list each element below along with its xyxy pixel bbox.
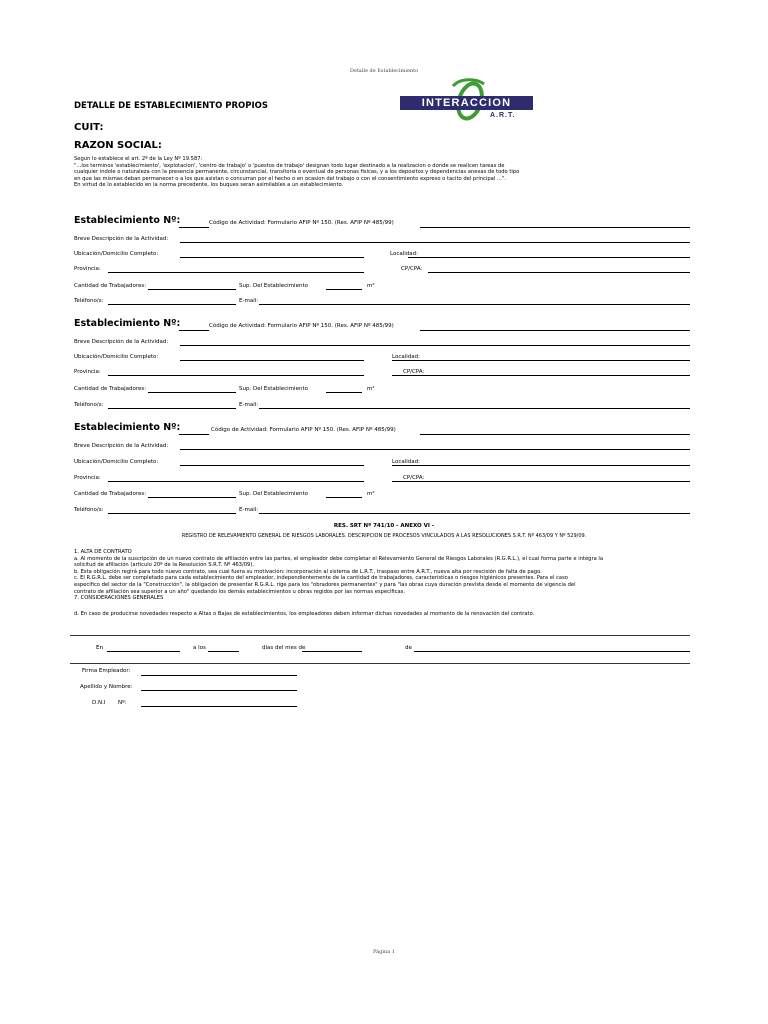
- cuit-label: CUIT:: [74, 122, 104, 133]
- mes-field[interactable]: [302, 651, 362, 652]
- alta-line: c. El R.G.R.L. debe ser completado para cada establecimiento del empleador, independientemente de la cantidad de trabajadores, características o riesgos higiénicos presentes. Para el caso: [74, 575, 568, 582]
- email-label: E-mail:: [239, 298, 259, 304]
- cantidad-field[interactable]: [148, 497, 236, 498]
- section-divider: [70, 635, 690, 636]
- intro-line: En virtud de lo establecido en la norma precedente, los buques seran asimilables a un establecimiento.: [74, 182, 344, 189]
- breve-label: Breve Descripción de la Actividad:: [74, 236, 169, 242]
- estab-label: Establecimiento Nº:: [74, 422, 181, 433]
- telefono-field[interactable]: [108, 304, 236, 305]
- cantidad-field[interactable]: [148, 392, 236, 393]
- breve-field[interactable]: [180, 345, 690, 346]
- telefono-field[interactable]: [108, 513, 236, 514]
- alta-section: [74, 549, 714, 602]
- ubicacion-label: Ubicación/Domicilio Completo:: [74, 354, 159, 360]
- localidad-label: Localidad:: [392, 354, 420, 360]
- email-field[interactable]: [259, 304, 690, 305]
- intro-line: en que las mismas deban permanecer o a los que asistan o concurran por el hecho o en ocasion del trabajo o con el consentimiento expreso o tacito del principal ...".: [74, 175, 506, 182]
- cp-label: CP/CPA:: [403, 475, 425, 481]
- ubicacion-label: Ubicación/Domicilio Completo:: [74, 459, 159, 465]
- estab-number-field[interactable]: [179, 330, 209, 331]
- estab-number-field[interactable]: [179, 227, 209, 228]
- codigo-label: Código de Actividad: Formulario AFIP Nº 150. (Res. AFIP Nº 485/99): [209, 220, 394, 226]
- localidad-label: Localidad:: [392, 459, 420, 465]
- de-label: de: [405, 645, 412, 651]
- alos-field[interactable]: [208, 651, 239, 652]
- page-header: Detalle de Establecimiento: [349, 68, 419, 74]
- telefono-field[interactable]: [108, 408, 236, 409]
- provincia-label: Provincia:: [74, 266, 101, 272]
- breve-label: Breve Descripción de la Actividad:: [74, 339, 169, 345]
- cantidad-label: Cantidad de Trabajadores:: [74, 283, 147, 289]
- sup-field[interactable]: [326, 289, 362, 290]
- apellido-field[interactable]: [141, 690, 297, 691]
- m2-label: m²: [367, 386, 375, 392]
- firma-label: Firma Empleador:: [82, 668, 131, 674]
- establecimiento-block-1: [0, 214, 768, 314]
- m2-label: m²: [367, 491, 375, 497]
- alos-label: a los: [193, 645, 206, 651]
- codigo-field[interactable]: [420, 434, 690, 435]
- alta-line: a. Al momento de la suscripción de un nuevo contrato de afiliación entre las partes, el empleador debe completar el Relevamiento General de Riesgos Laborales (R.G.R.L.), el cual forma parte e integra la: [74, 555, 604, 562]
- telefono-label: Teléfono/s:: [74, 507, 104, 513]
- breve-field[interactable]: [180, 242, 690, 243]
- ubicacion-field[interactable]: [180, 465, 364, 466]
- provincia-field[interactable]: [108, 375, 364, 376]
- en-field[interactable]: [107, 651, 180, 652]
- estab-label: Establecimiento Nº:: [74, 318, 181, 329]
- establecimiento-block-2: [0, 317, 768, 417]
- intro-line: cualquier indole o naturaleza con la presencia permanente, circunstancial, transitoria o eventual de personas fisicas, y a los depositos y dependencias anexas de todo tipo: [74, 169, 520, 176]
- localidad-field[interactable]: [392, 360, 690, 361]
- dni-label: D.N.I: [92, 700, 106, 706]
- alta-line: específico del sector de la "Construcción", la obligación de presentar R.G.R.L. rige para los "obradores permanentes" y para "las obras cuya duración prevista desde el momento de vigencia del: [74, 581, 576, 588]
- telefono-label: Teléfono/s:: [74, 298, 104, 304]
- ubicacion-field[interactable]: [180, 257, 364, 258]
- ubicacion-field[interactable]: [180, 360, 364, 361]
- alta-line: b. Esta obligación regirá para todo nuevo contrato, sea cual fuera su motivación: incorporación al sistema de L.R.T., traspaso entre A.R.T., nueva alta por rescisión de falta de pago.: [74, 568, 542, 575]
- dni-field[interactable]: [141, 706, 297, 707]
- provincia-label: Provincia:: [74, 369, 101, 375]
- email-label: E-mail:: [239, 507, 259, 513]
- email-field[interactable]: [259, 408, 690, 409]
- res-subtitle: REGISTRO DE RELEVAMIENTO GENERAL DE RIESGOS LABORALES. DESCRIPCION DE PROCESOS VINCULADOS A LAS RESOLUCIONES S.R.T. Nº 463/09 Y Nº 529/09.: [181, 533, 587, 539]
- logo-sub: A.R.T.: [490, 112, 516, 119]
- codigo-label: Código de Actividad: Formulario AFIP Nº 150. (Res. AFIP Nº 485/99): [209, 323, 394, 329]
- firma-field[interactable]: [141, 675, 297, 676]
- codigo-field[interactable]: [420, 330, 690, 331]
- sup-field[interactable]: [326, 497, 362, 498]
- en-label: En: [96, 645, 103, 651]
- cantidad-field[interactable]: [148, 289, 236, 290]
- cantidad-label: Cantidad de Trabajadores:: [74, 386, 147, 392]
- m2-label: m²: [367, 283, 375, 289]
- razon-social-label: RAZON SOCIAL:: [74, 140, 162, 151]
- intro-paragraph: [74, 156, 714, 189]
- sup-label: Sup. Del Establecimiento: [239, 491, 308, 497]
- res-title: RES. SRT Nº 741/10 - ANEXO VI -: [333, 523, 435, 529]
- intro-line: "...los terminos 'establecimiento', 'explotacion', 'centro de trabajo' o 'puestos de trabajo' designan todo lugar destinado a la realizacion o donde se realicen tareas de: [74, 162, 505, 169]
- cp-field[interactable]: [392, 375, 690, 376]
- codigo-field[interactable]: [420, 227, 690, 228]
- ubicacion-label: Ubicación/Domicilio Completo:: [74, 251, 159, 257]
- page-title: DETALLE DE ESTABLECIMIENTO PROPIOS: [74, 101, 269, 111]
- breve-field[interactable]: [180, 449, 690, 450]
- provincia-field[interactable]: [108, 481, 364, 482]
- page-footer: Página 1: [373, 949, 395, 955]
- establecimiento-block-3: [0, 421, 768, 521]
- estab-number-field[interactable]: [179, 434, 209, 435]
- cp-field[interactable]: [392, 481, 690, 482]
- email-field[interactable]: [259, 513, 690, 514]
- codigo-label: Código de Actividad: Formulario AFIP Nº 150. (Res. AFIP Nº 485/99): [211, 427, 396, 433]
- cp-field[interactable]: [428, 272, 690, 273]
- apellido-label: Apellido y Nombre:: [80, 684, 133, 690]
- interaccion-logo: [398, 76, 538, 128]
- localidad-label: Localidad:: [390, 251, 418, 257]
- cantidad-label: Cantidad de Trabajadores:: [74, 491, 147, 497]
- anio-field[interactable]: [414, 651, 690, 652]
- estab-label: Establecimiento Nº:: [74, 215, 181, 226]
- provincia-field[interactable]: [108, 272, 364, 273]
- intro-line: Segun lo establece el art. 2º de la Ley Nº 19.587:: [74, 156, 203, 162]
- cp-label: CP/CPA:: [401, 266, 423, 272]
- localidad-field[interactable]: [392, 465, 690, 466]
- telefono-label: Teléfono/s:: [74, 402, 104, 408]
- localidad-field[interactable]: [408, 257, 690, 258]
- sup-label: Sup. Del Establecimiento: [239, 386, 308, 392]
- alta-line: contrato de afiliación sea superior a un año" quedando los demás establecimientos u obras regidos por las normas específicas.: [74, 588, 406, 595]
- section-divider: [70, 663, 690, 664]
- sup-field[interactable]: [326, 392, 362, 393]
- logo-name: INTERACCION: [421, 97, 512, 109]
- alta-line: 1. ALTA DE CONTRATO: [74, 549, 132, 555]
- breve-label: Breve Descripción de la Actividad:: [74, 443, 169, 449]
- cp-label: CP/CPA:: [403, 369, 425, 375]
- alta-line: 7. CONSIDERACIONES GENERALES: [74, 595, 164, 602]
- email-label: E-mail:: [239, 402, 259, 408]
- dni-number-label: Nº:: [118, 700, 127, 706]
- alta-line: solicitud de afiliación (articulo 20º de la Resolución S.R.T. Nº 463/09).: [74, 562, 254, 569]
- consideracion-d: d. En caso de producirse novedades respecto a Altas o Bajas de establecimientos, los empleadores deben informar dichas novedades al momento de la renovación del contrato.: [74, 611, 535, 617]
- sup-label: Sup. Del Establecimiento: [239, 283, 308, 289]
- provincia-label: Provincia:: [74, 475, 101, 481]
- dias-label: días del mes de: [262, 645, 306, 651]
